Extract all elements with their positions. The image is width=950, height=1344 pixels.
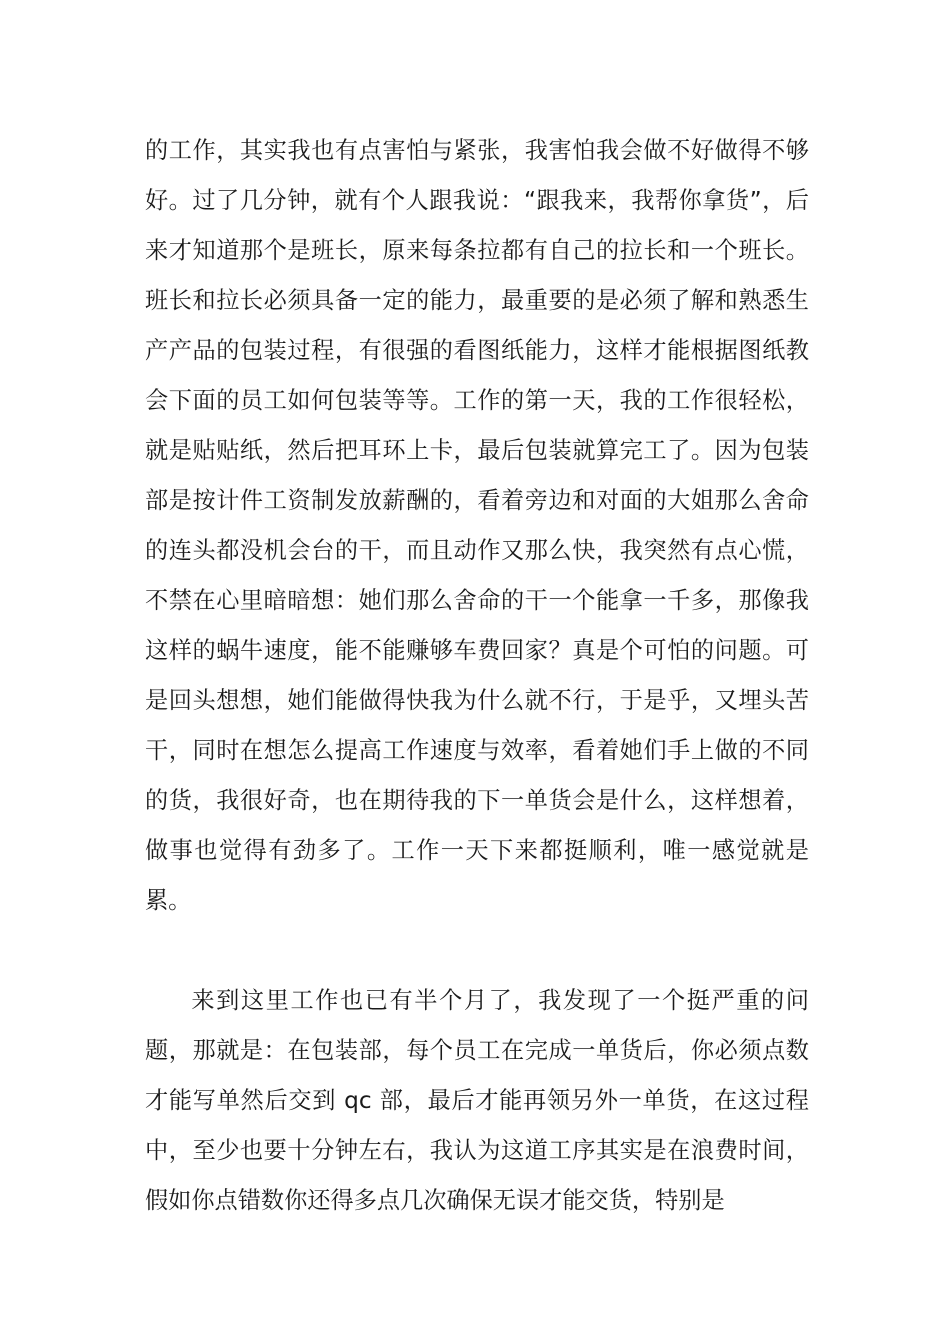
paragraph-1: 的工作，其实我也有点害怕与紧张，我害怕我会做不好做得不够好。过了几分钟，就有个人跟我说：“跟我来，我帮你拿货”，后来才知道那个是班长，原来每条拉都有自己的拉长和一个班长。班长和拉长必须具备一定的能力，最重要的是必须了解和熟悉生产产品的包装过程，有很强的看图纸能力，这样才能根据图纸教会下面的员工如何包装等等。工作的第一天，我的工作很轻松，就是贴贴纸，然后把耳环上卡，最后包装就算完工了。因为包装部是按计件工资制发放薪酬的，看着旁边和对面的大姐那么舍命的连头都没机会台的干，而且动作又那么快，我突然有点心慌，不禁在心里暗暗想：她们那么舍命的干一个能拿一千多，那像我这样的蜗牛速度，能不能赚够车费回家？真是个可怕的问题。可是回头想想，她们能做得快我为什么就不行，于是乎，又埋头苦干，同时在想怎么提高工作速度与效率，看着她们手上做的不同的货，我很好奇，也在期待我的下一单货会是什么，这样想着，做事也觉得有劲多了。工作一天下来都挺顺利，唯一感觉就是累。: [145, 137, 809, 914]
paragraph-2: 来到这里工作也已有半个月了，我发现了一个挺严重的问题，那就是：在包装部，每个员工在完成一单货后，你必须点数才能写单然后交到 qc 部，最后才能再领另外一单货，在这过程中，至少也要十分钟左右，我认为这道工序其实是在浪费时间，假如你点错数你还得多点几次确保无误才能交货，特别是: [145, 987, 809, 1214]
document-body: [145, 126, 809, 1226]
